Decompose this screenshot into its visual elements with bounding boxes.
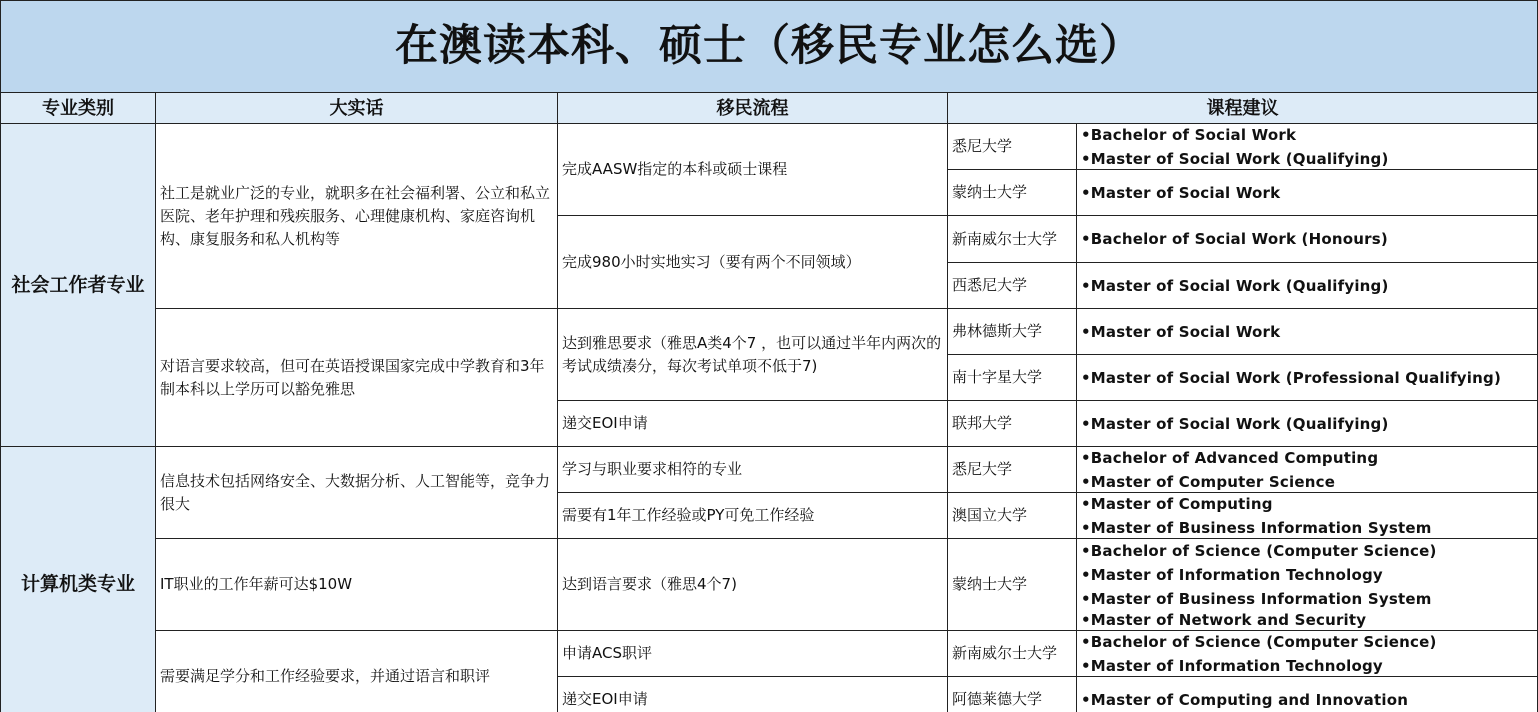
course-item: •Bachelor of Social Work (Honours) — [1081, 230, 1388, 248]
process-step: 完成AASW指定的本科或硕士课程 — [558, 124, 948, 216]
facts-cell — [156, 631, 558, 712]
course-item: •Master of Network and Security — [1081, 611, 1367, 629]
course-list — [1077, 216, 1538, 263]
university-name: 蒙纳士大学 — [948, 539, 1077, 631]
university-name: 西悉尼大学 — [948, 263, 1077, 309]
header-process: 移民流程 — [558, 93, 948, 124]
facts-text: 社工是就业广泛的专业，就职多在社会福利署、公立和私立医院、老年护理和残疾服务、心理健康机构、家庭咨询机构、康复服务和私人机构等 — [160, 183, 551, 248]
university-name: 弗林德斯大学 — [948, 309, 1077, 355]
facts-cell — [156, 447, 558, 539]
course-item: •Master of Computing — [1081, 494, 1273, 513]
course-item: •Master of Business Information System — [1081, 518, 1432, 537]
university-name: 澳国立大学 — [948, 493, 1077, 539]
process-step: 需要有1年工作经验或PY可免工作经验 — [558, 493, 948, 539]
course-item: •Master of Social Work (Professional Qualifying) — [1081, 368, 1501, 387]
facts-text: IT职业的工作年薪可达$10W — [160, 575, 353, 593]
university-name: 联邦大学 — [948, 401, 1077, 447]
course-list — [1077, 401, 1538, 447]
course-list — [1077, 124, 1538, 170]
facts-cell — [156, 309, 558, 447]
course-list — [1077, 631, 1538, 677]
course-item: •Bachelor of Advanced Computing — [1081, 448, 1379, 467]
course-list — [1077, 355, 1538, 401]
course-list — [1077, 447, 1538, 493]
course-item: •Master of Social Work (Qualifying) — [1081, 414, 1389, 433]
course-item: •Bachelor of Social Work — [1081, 125, 1297, 144]
course-list — [1077, 170, 1538, 216]
university-name: 蒙纳士大学 — [948, 170, 1077, 216]
facts-cell — [156, 539, 558, 631]
facts-cell — [156, 124, 558, 309]
course-item: •Master of Social Work — [1081, 183, 1281, 202]
university-name: 悉尼大学 — [948, 447, 1077, 493]
process-step: 达到雅思要求（雅思A类4个7 ，也可以通过半年内两次的考试成绩凑分，每次考试单项不低于7) — [558, 309, 948, 401]
university-name: 悉尼大学 — [948, 124, 1077, 170]
course-list — [1077, 263, 1538, 309]
course-item: •Master of Computer Science — [1081, 472, 1336, 491]
course-item: •Bachelor of Science (Computer Science) — [1081, 632, 1437, 651]
facts-text: 信息技术包括网络安全、大数据分析、人工智能等，竞争力很大 — [160, 471, 551, 513]
university-name: 阿德莱德大学 — [948, 677, 1077, 712]
course-item: •Bachelor of Science (Computer Science) — [1081, 542, 1437, 560]
category-computing: 计算机类专业 — [0, 447, 156, 712]
course-item: •Master of Business Information System — [1081, 590, 1432, 608]
university-name: 新南威尔士大学 — [948, 631, 1077, 677]
course-item: •Master of Computing and Innovation — [1081, 690, 1409, 709]
course-item: •Master of Social Work (Qualifying) — [1081, 149, 1389, 168]
course-item: •Master of Social Work — [1081, 322, 1281, 341]
course-list — [1077, 539, 1538, 631]
process-step: 递交EOI申请 — [558, 401, 948, 447]
process-step: 递交EOI申请 — [558, 677, 948, 712]
category-social-work: 社会工作者专业 — [0, 124, 156, 447]
university-name: 新南威尔士大学 — [948, 216, 1077, 263]
course-list — [1077, 493, 1538, 539]
university-name: 南十字星大学 — [948, 355, 1077, 401]
process-step: 申请ACS职评 — [558, 631, 948, 677]
process-step: 学习与职业要求相符的专业 — [558, 447, 948, 493]
course-list — [1077, 309, 1538, 355]
course-list — [1077, 677, 1538, 712]
course-item: •Master of Information Technology — [1081, 656, 1383, 675]
header-category: 专业类别 — [0, 93, 156, 124]
header-facts: 大实话 — [156, 93, 558, 124]
course-item: •Master of Information Technology — [1081, 566, 1383, 584]
facts-text: 对语言要求较高，但可在英语授课国家完成中学教育和3年制本科以上学历可以豁免雅思 — [160, 356, 545, 398]
process-step: 达到语言要求（雅思4个7) — [558, 539, 948, 631]
course-item: •Master of Social Work (Qualifying) — [1081, 276, 1389, 295]
facts-text: 需要满足学分和工作经验要求，并通过语言和职评 — [160, 667, 491, 685]
header-courses: 课程建议 — [948, 93, 1538, 124]
process-step: 完成980小时实地实习（要有两个不同领域） — [558, 216, 948, 309]
table-title: 在澳读本科、硕士（移民专业怎么选） — [0, 0, 1538, 93]
